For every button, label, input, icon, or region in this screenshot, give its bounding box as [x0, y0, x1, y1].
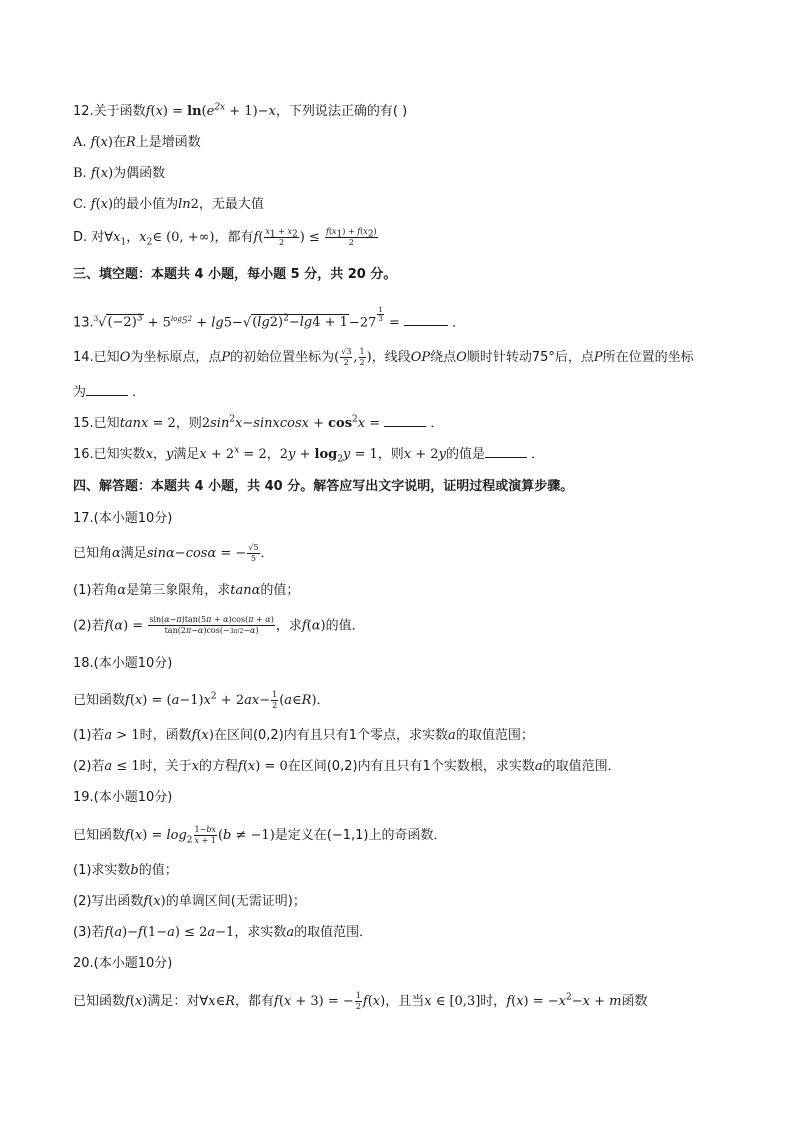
q18-stem: 已知函数$f(x) = (a-1)x^2 + 2ax-$ $\frac{1}{2}$ (a∈R)．: [73, 690, 330, 710]
q18-header: 18.(本小题10分): [73, 656, 173, 671]
q12-stem: 12.关于函数$f(x) = \ln(e^{2x} + 1)-x$，下列说法正确的有( ): [73, 102, 408, 119]
q20-stem: 已知函数f(x)满足：对∀x∈R，都有f(x + 3) = − $\frac{1}{2}$ f(x)，且当x ∈ [0,3]时，$f(x) = -x^2-x + m$函数: [73, 991, 648, 1011]
q17-header: 17.(本小题10分): [73, 511, 173, 526]
q14-line-2: 为 ．: [73, 385, 146, 400]
q20-header: 20.(本小题10分): [73, 956, 173, 971]
q12-option-a: A. f(x)在R上是增函数: [73, 135, 201, 150]
q18-part-1: (1)若a > 1时，函数f(x)在区间(0,2)内有且只有1个零点，求实数a的取值范围；: [73, 728, 534, 743]
q19-header: 19.(本小题10分): [73, 790, 173, 805]
q15-stem: 15.已知tanx = 2，则$2\sin^2x-sinxcosx + \cos^2x$ = ．: [73, 414, 444, 431]
q12-option-b: B. f(x)为偶函数: [73, 166, 166, 181]
q17-part-1: (1)若角α是第三象限角，求tanα的值；: [73, 583, 300, 598]
q18-part-2: (2)若a ≤ 1时，关于x的方程f(x) = 0在区间(0,2)内有且只有1个实数根，求实数a的取值范围．: [73, 759, 621, 774]
q13-stem: $13.^3√(-2)^3 + 5^{log_52} + \lg 5-√(\lg 2)^2-\lg 4 + 1-27$ $^{\frac{1}{3}}$ = ．: [73, 306, 466, 331]
q19-part-2: (2)写出函数f(x)的单调区间(无需证明)；: [73, 894, 306, 909]
q17-stem: 已知角α满足sinα−cosα = − $\frac{√5}{5}$ ．: [73, 543, 274, 563]
q19-part-3: (3)若f(a)−f(1−a) ≤ 2a−1，求实数a的取值范围．: [73, 925, 373, 940]
q19-stem: 已知函数$f(x) = \log_2$ $\frac{1-bx}{x + 1}$ (b ≠ −1)是定义在(−1,1)上的奇函数．: [73, 825, 447, 846]
q12-option-d: D. 对$\forall x_1$，$x_2\in$ (0, +∞)，都有f( $\frac{x_1 + x_2}{2}$ ) ≤ $\frac{f(x_1) + f(x_2)}{2}$: [73, 227, 377, 248]
q14-line-1: 14.已知O为坐标原点，点P的初始位置坐标为( $\frac{√3}{2}$ , $\frac{1}{2}$ )，线段OP绕点O顺时针转动75°后，点P所在位置的坐标: [73, 347, 694, 367]
q16-stem: 16.已知实数x，y满足$x + 2^x = 2$，$2y + \log_2y = 1$，则x + 2y的值是 ．: [73, 445, 545, 465]
q12-option-c: C. f(x)的最小值为ln2，无最大值: [73, 197, 264, 212]
section-4-title: 四、解答题：本题共 4 小题，共 40 分。解答应写出文字说明，证明过程或演算步骤。: [73, 479, 574, 494]
q19-part-1: (1)求实数b的值；: [73, 863, 178, 878]
section-3-title: 三、填空题：本题共 4 小题，每小题 5 分，共 20 分。: [73, 267, 397, 282]
q17-part-2: (2)若f(α) = $\frac{\sin(\alpha-\pi)\tan(5\pi + \alpha)\cos(\pi + \alpha)}{\tan(2\pi-\alpha)\cos(-3\pi/2-\alpha)}$ ，求f(α)的值．: [73, 615, 365, 635]
